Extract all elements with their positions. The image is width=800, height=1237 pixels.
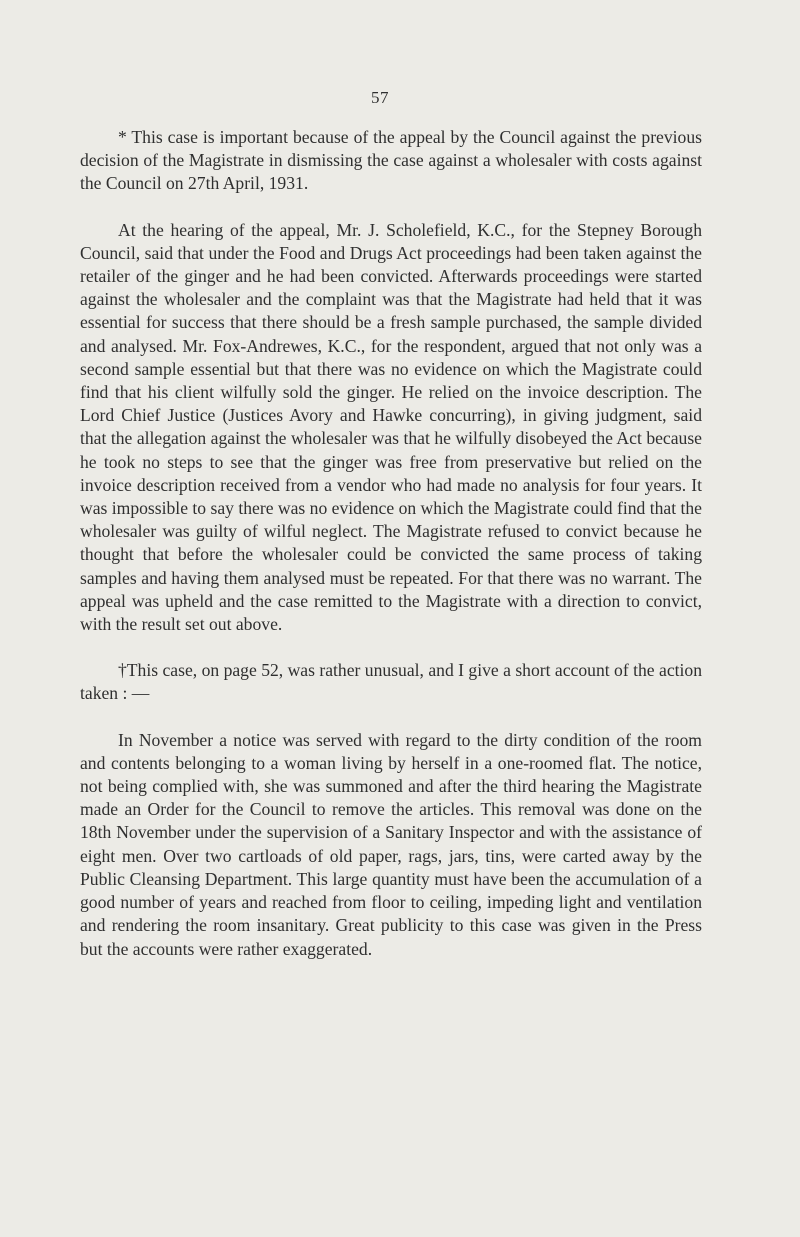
footnote-unusual-case: †This case, on page 52, was rather unusual, and I give a short account of the action taken : — [80, 660, 702, 704]
document-body [80, 126, 702, 961]
appeal-hearing-paragraph: At the hearing of the appeal, Mr. J. Scholefield, K.C., for the Stepney Borough Council, said that under the Food and Drugs Act proceedings had been taken against the retailer of the ginger and he had been convicted. Afterwards proceedings were started against the wholesaler and the complaint was that the Magistrate had held that it was essential for success that there should be a fresh sample purchased, the sample divided and analysed. Mr. Fox-Andrewes, K.C., for the respondent, argued that not only was a second sample essential but that there was no evidence on which the Magistrate could find that his client wilfully sold the ginger. He relied on the invoice description. The Lord Chief Justice (Justices Avory and Hawke concurring), in giving judgment, said that the allegation against the wholesaler was that he wilfully disobeyed the Act because he took no steps to see that the ginger was free from preservative but relied on the invoice description received from a vendor who had made no analysis for four years. It was impossible to say there was no evidence on which the Magistrate could find that the wholesaler was guilty of wilful neglect. The Magistrate refused to convict because he thought that before the wholesaler could be convicted the same process of taking samples and having them analysed must be repeated. For that there was no warrant. The appeal was upheld and the case remitted to the Magistrate with a direction to convict, with the result set out above. [80, 219, 702, 635]
footnote-appeal-case: * This case is important because of the appeal by the Council against the previous decision of the Magistrate in dismissing the case against a wholesaler with costs against the Council on 27th April, 1931. [80, 127, 702, 194]
page-number: 57 [371, 88, 389, 107]
removal-account-paragraph: In November a notice was served with regard to the dirty condition of the room and contents belonging to a woman living by herself in a one-roomed flat. The notice, not being complied with, she was summoned and after the third hearing the Magistrate made an Order for the Council to remove the articles. This removal was done on the 18th November under the supervision of a Sanitary Inspector and with the assistance of eight men. Over two cartloads of old paper, rags, jars, tins, were carted away by the Public Cleansing Department. This large quantity must have been the accumulation of a good number of years and reached from floor to ceiling, impeding light and ventilation and rendering the room insanitary. Great publicity to this case was given in the Press but the accounts were rather exaggerated. [80, 729, 702, 959]
